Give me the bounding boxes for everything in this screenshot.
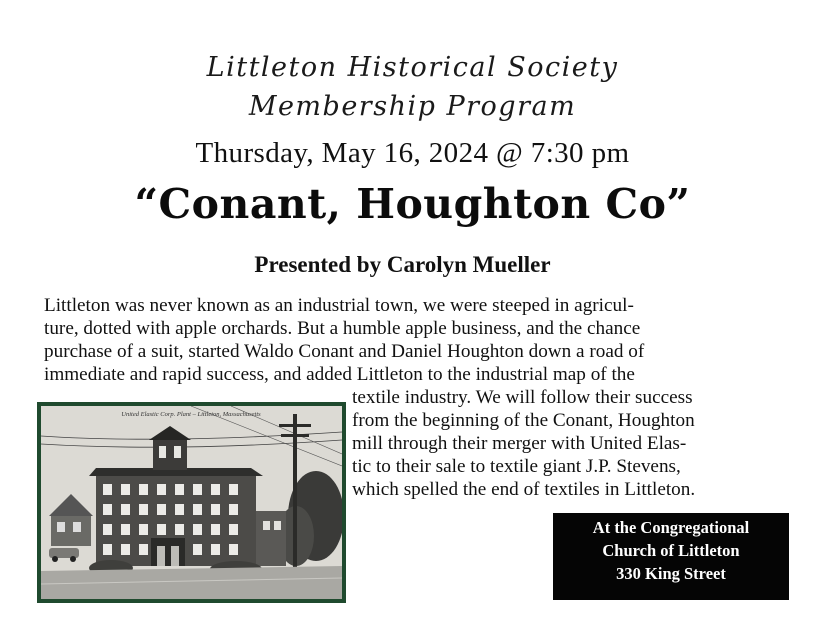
- description-line: which spelled the end of textiles in Littleton.: [352, 479, 696, 500]
- program-name: Membership Program: [248, 91, 577, 122]
- talk-title: “Conant, Houghton Co”: [134, 180, 691, 228]
- mill-photo: [37, 402, 346, 603]
- description-line: tic to their sale to textile giant J.P. Stevens,: [352, 456, 681, 477]
- presenter-line: Presented by Carolyn Mueller: [254, 252, 551, 277]
- venue-line: Church of Littleton: [602, 541, 740, 560]
- event-date-time: Thursday, May 16, 2024 @ 7:30 pm: [195, 137, 630, 169]
- venue-box: [553, 513, 789, 600]
- mill-photo-illustration: [41, 406, 342, 599]
- description-line: purchase of a suit, started Waldo Conant and Daniel Houghton down a road of: [44, 341, 645, 362]
- venue-address: 330 King Street: [616, 564, 726, 583]
- organization-name: Littleton Historical Society: [206, 52, 619, 83]
- venue-line: At the Congregational: [592, 518, 750, 537]
- description-line: from the beginning of the Conant, Houghton: [352, 410, 695, 431]
- description-line: Littleton was never known as an industrial town, we were steeped in agricul-: [44, 295, 634, 316]
- description-line: mill through their merger with United Elas-: [352, 433, 687, 454]
- description-line: immediate and rapid success, and added Littleton to the industrial map of the: [44, 364, 635, 385]
- description-line: textile industry. We will follow their success: [352, 387, 693, 408]
- photo-caption: United Elastic Corp. Plant – Littleton, Massachusetts: [121, 411, 261, 418]
- description-line: ture, dotted with apple orchards. But a humble apple business, and the chance: [44, 318, 641, 339]
